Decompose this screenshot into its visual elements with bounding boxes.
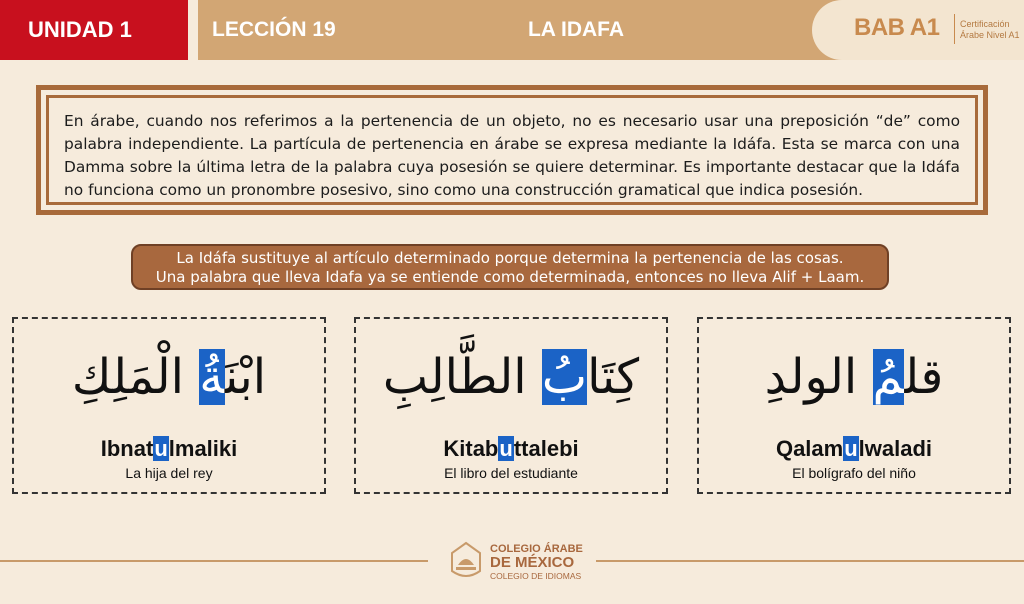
translit-end: ttalebi (513, 436, 579, 461)
school-logo-icon (448, 541, 484, 581)
note-line-1: La Idáfa sustituye al artículo determinado porque determina la pertenencia de las cosas. (176, 249, 844, 267)
intro-box (36, 85, 988, 215)
cert-line-2: Árabe Nivel A1 (960, 30, 1020, 40)
arabic-first-word: قل (904, 349, 944, 405)
brand-logo: BAB A1 (854, 14, 940, 41)
translit-damma-highlight: u (844, 436, 858, 461)
school-name (490, 543, 583, 581)
arabic-phrase (14, 341, 324, 413)
footer-divider-right (596, 560, 1024, 562)
page-title: LA IDAFA (527, 18, 625, 41)
note-line-2: Una palabra que lleva Idafa ya se entiende como determinada, entonces no lleva Alif + Laam. (155, 268, 865, 286)
header-bar (0, 0, 1024, 60)
arabic-phrase (356, 341, 666, 413)
school-name-line-2: DE MÉXICO (490, 554, 575, 571)
arabic-damma-highlight: ةُ (199, 349, 225, 405)
arabic-second-word: الْمَلِكِ (71, 349, 200, 405)
arabic-second-word: الطَّالِبِ (382, 349, 542, 405)
arabic-damma-highlight: بُ (541, 349, 588, 405)
lesson-label: LECCIÓN 19 (212, 18, 336, 41)
transliteration (699, 436, 1009, 462)
example-card (354, 317, 668, 494)
brand-area (812, 0, 1024, 60)
translit-start: Ibnat (100, 436, 154, 461)
transliteration (356, 436, 666, 462)
arabic-damma-highlight: مُ (872, 349, 905, 405)
translit-start: Qalam (775, 436, 844, 461)
certification-text (960, 19, 1020, 41)
example-card (697, 317, 1011, 494)
translit-damma-highlight: u (499, 436, 513, 461)
translit-start: Kitab (443, 436, 499, 461)
arabic-first-word: كِتَا (587, 349, 640, 405)
lesson-bar (198, 0, 848, 60)
arabic-second-word: الولدِ (764, 349, 873, 405)
school-name-line-1: COLEGIO ÁRABE (490, 543, 583, 555)
unit-label: UNIDAD 1 (0, 0, 188, 60)
translation: El bolígrafo del niño (792, 465, 916, 481)
translation: El libro del estudiante (444, 465, 578, 481)
translit-end: lwaladi (858, 436, 933, 461)
intro-inner-frame (46, 95, 978, 205)
school-name-line-3: COLEGIO DE IDIOMAS (490, 571, 582, 581)
translit-end: lmaliki (168, 436, 238, 461)
translation: La hija del rey (125, 465, 213, 481)
example-card (12, 317, 326, 494)
brand-divider (954, 14, 955, 44)
cert-line-1: Certificación (960, 19, 1010, 29)
transliteration (14, 436, 324, 462)
idafa-note (131, 244, 889, 290)
intro-paragraph: En árabe, cuando nos referimos a la pertenencia de un objeto, no es necesario usar una preposición “de” como palabra independiente. La partícula de pertenencia en árabe se expresa mediante la Idáfa. Esta se marca con una Damma sobre la última letra de la palabra cuya posesión se quiere determinar. Es importante destacar que la Idáfa no funciona como un pronombre posesivo, sino como una construcción gramatical que indica posesión. (64, 112, 960, 199)
arabic-phrase (699, 341, 1009, 413)
footer-divider-left (0, 560, 428, 562)
translit-damma-highlight: u (154, 436, 168, 461)
arabic-first-word: ابْنَ (224, 349, 267, 405)
